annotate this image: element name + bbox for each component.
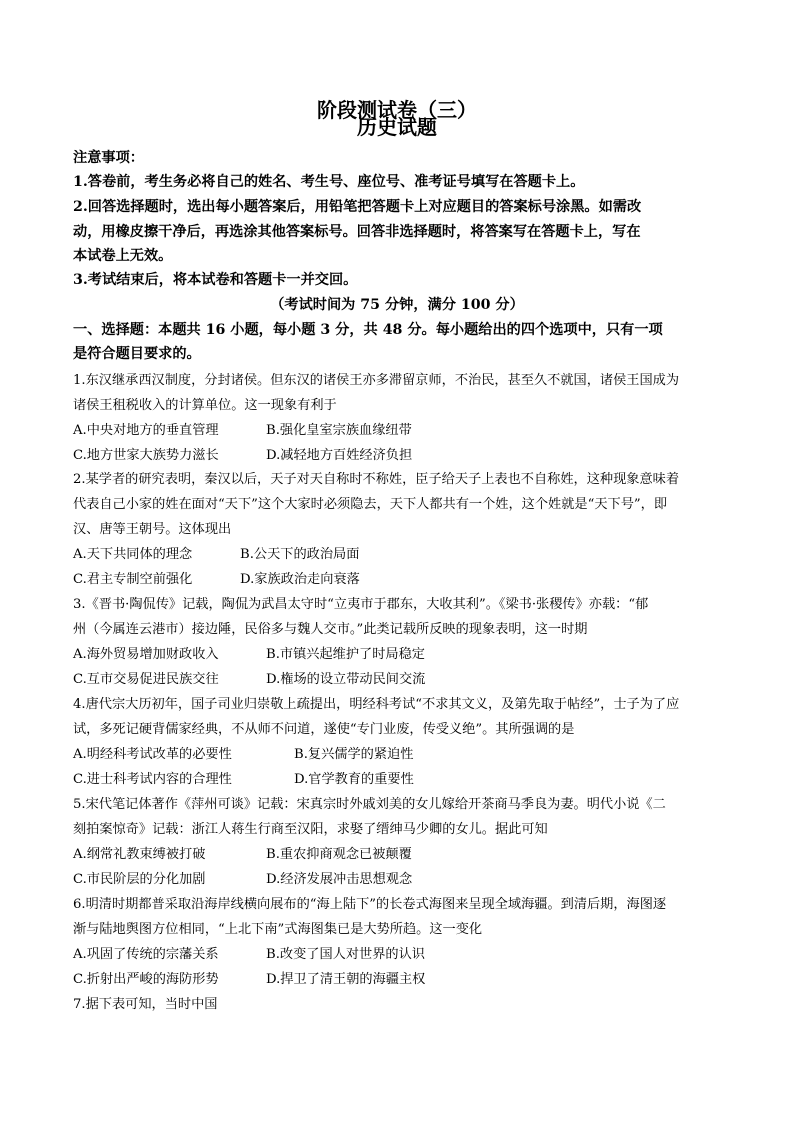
option-b: B.强化皇室宗族血缘纽带 [266, 423, 412, 438]
question-stem-line: 2.某学者的研究表明，秦汉以后，天子对天自称时不称姓，臣子给天子上表也不自称姓，这种现象意味着 [73, 472, 680, 487]
question-stem-line: 诸侯王租税收入的计算单位。这一现象有利于 [73, 398, 337, 413]
option-d: D.捍卫了清王朝的海疆主权 [266, 972, 426, 987]
notice-item-2-line-1: 2.回答选择题时，选出每小题答案后，用铅笔把答题卡上对应题目的答案标号涂黑。如需改 [73, 199, 642, 215]
option-b: B.重农抑商观念已被颠覆 [266, 847, 412, 862]
option-a: A.明经科考试改革的必要性 [73, 747, 232, 762]
section-heading-line-1: 一、选择题：本题共 16 小题，每小题 3 分，共 48 分。每小题给出的四个选项中，只有一项 [73, 322, 663, 338]
option-b: B.复兴儒学的紧迫性 [294, 747, 414, 762]
question-stem-line: 试，多死记硬背儒家经典，不从师不问道，遂使“专门业废，传受义绝”。其所强调的是 [73, 722, 575, 737]
option-d: D.经济发展冲击思想观念 [266, 872, 413, 887]
notice-item-2-line-3: 本试卷上无效。 [73, 248, 173, 264]
option-c: C.进士科考试内容的合理性 [73, 772, 232, 787]
question-stem-line: 3.《晋书·陶侃传》记载，陶侃为武昌太守时“立夷市于郡东，大收其利”。《梁书·张稷传》亦载：“郁 [73, 597, 649, 612]
option-d: D.官学教育的重要性 [294, 772, 414, 787]
option-c: C.地方世家大族势力滋长 [73, 448, 219, 463]
question-stem-line: 渐与陆地舆图方位相同，“上北下南”式海图集已是大势所趋。这一变化 [73, 922, 483, 937]
section-heading-line-2: 是符合题目要求的。 [73, 346, 201, 362]
question-stem-line: 4.唐代宗大历初年，国子司业归崇敬上疏提出，明经科考试“不求其文义，及第先取于帖经”，士子为了应 [73, 697, 680, 712]
notice-heading: 注意事项： [73, 150, 144, 166]
question-stem-line: 州（今属连云港市）接边陲，民俗多与魏人交市。”此类记载所反映的现象表明，这一时期 [73, 622, 588, 637]
option-a: A.海外贸易增加财政收入 [73, 647, 219, 662]
option-d: D.减轻地方百姓经济负担 [266, 448, 413, 463]
option-a: A.巩固了传统的宗藩关系 [73, 947, 219, 962]
option-d: D.家族政治走向衰落 [240, 572, 360, 587]
option-c: C.市民阶层的分化加剧 [73, 872, 206, 887]
option-a: A.天下共同体的理念 [73, 547, 193, 562]
notice-item-2-line-2: 动，用橡皮擦干净后，再选涂其他答案标号。回答非选择题时，将答案写在答题卡上，写在 [73, 224, 641, 240]
question-stem-line: 汉、唐等王朝号。这体现出 [73, 522, 232, 537]
question-stem-line: 代表自己小家的姓在面对“天下”这个大家时必须隐去，天下人都共有一个姓，这个姓就是“天下号”，即 [73, 497, 668, 512]
option-a: A.纲常礼教束缚被打破 [73, 847, 206, 862]
option-b: B.公天下的政治局面 [240, 547, 360, 562]
exam-title: 阶段测试卷（三） [317, 98, 477, 122]
notice-item-3: 3.考试结束后，将本试卷和答题卡一并交回。 [73, 272, 358, 288]
option-c: C.互市交易促进民族交往 [73, 672, 219, 687]
notice-item-1: 1.答卷前，考生务必将自己的姓名、考生号、座位号、准考证号填写在答题卡上。 [73, 174, 585, 190]
question-stem-line: 6.明清时期都普采取沿海岸线横向展布的“海上陆下”的长卷式海图来呈现全域海疆。到清后期，海图逐 [73, 897, 667, 912]
question-stem-line: 1.东汉继承西汉制度，分封诸侯。但东汉的诸侯王亦多滞留京师，不治民，甚至久不就国，诸侯王国成为 [73, 373, 680, 388]
option-c: C.折射出严峻的海防形势 [73, 972, 219, 987]
exam-info: （考试时间为 75 分钟，满分 100 分） [270, 297, 524, 313]
option-a: A.中央对地方的垂直管理 [73, 423, 219, 438]
option-b: B.改变了国人对世界的认识 [266, 947, 425, 962]
question-stem-line: 5.宋代笔记体著作《萍州可谈》记载：宋真宗时外戚刘美的女儿嫁给开茶商马季良为妻。明代小说《二 [73, 797, 666, 812]
question-stem-line: 7.据下表可知，当时中国 [73, 997, 218, 1012]
question-stem-line: 刻拍案惊奇》记载：浙江人蒋生行商至汉阳，求娶了缙绅马少卿的女儿。据此可知 [73, 822, 548, 837]
option-b: B.市镇兴起维护了时局稳定 [266, 647, 425, 662]
option-d: D.権场的设立带动民间交流 [266, 672, 426, 687]
exam-subject: 历史试题 [357, 115, 437, 139]
option-c: C.君主专制空前强化 [73, 572, 193, 587]
